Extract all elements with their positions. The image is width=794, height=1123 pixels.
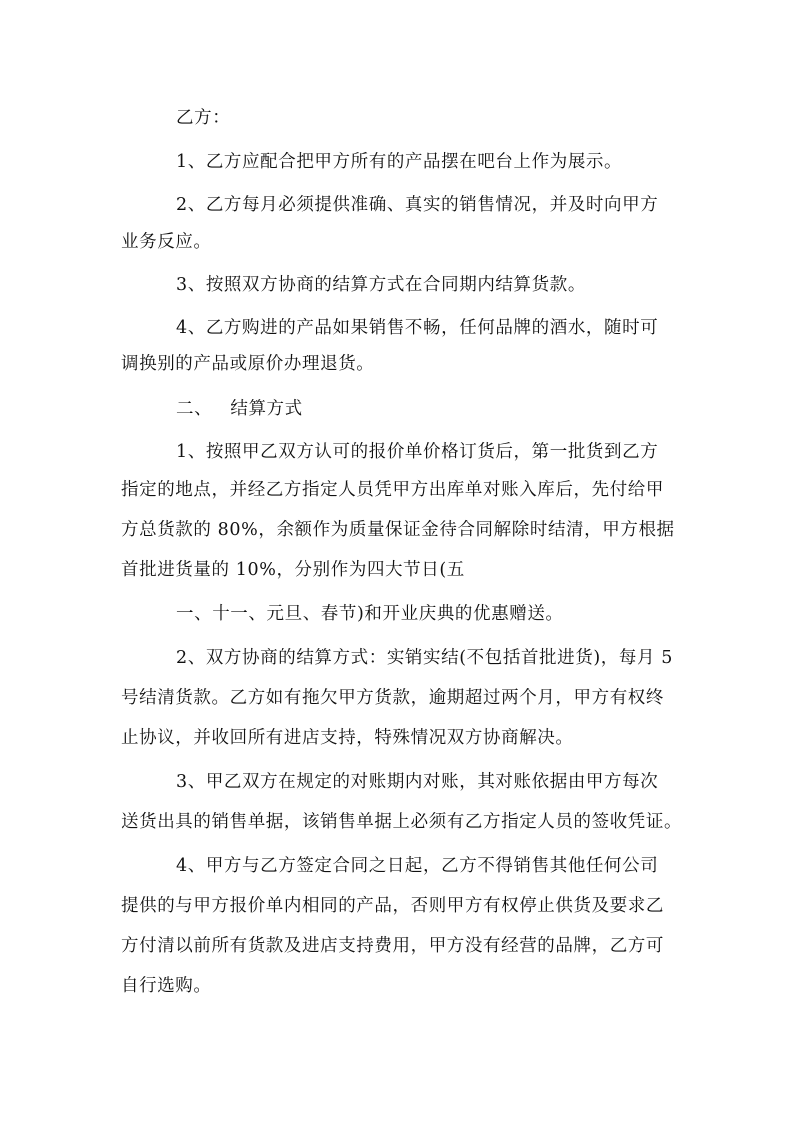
settlement-line-7: 号结清货款。乙方如有拖欠甲方货款，逾期超过两个月，甲方有权终: [121, 688, 664, 708]
settlement-line-11: 4、甲方与乙方签定合同之日起，乙方不得销售其他任何公司: [176, 856, 659, 876]
settlement-line-12: 提供的与甲方报价单内相同的产品，否则甲方有权停止供货及要求乙: [121, 896, 664, 916]
settlement-line-3: 方总货款的 80%，余额作为质量保证金待合同解除时结清，甲方根据: [121, 520, 675, 540]
settlement-line-13: 方付清以前所有货款及进店支持费用，甲方没有经营的品牌，乙方可: [121, 936, 664, 956]
settlement-line-5: 一、十一、元旦、春节)和开业庆典的优惠赠送。: [176, 604, 564, 624]
settlement-line-1: 1、按照甲乙双方认可的报价单价格订货后，第一批货到乙方: [176, 442, 659, 462]
section-two-heading: 二、 结算方式: [176, 399, 303, 419]
settlement-line-2: 指定的地点，并经乙方指定人员凭甲方出库单对账入库后，先付给甲: [121, 480, 664, 500]
party-b-item-2-cont: 业务反应。: [121, 232, 212, 252]
party-b-heading: 乙方：: [176, 108, 231, 128]
settlement-line-9: 3、甲乙双方在规定的对账期内对账，其对账依据由甲方每次: [176, 772, 659, 792]
party-b-item-4: 4、乙方购进的产品如果销售不畅，任何品牌的酒水，随时可: [176, 318, 659, 338]
party-b-item-2: 2、乙方每月必须提供准确、真实的销售情况，并及时向甲方: [176, 195, 659, 215]
settlement-line-4: 首批进货量的 10%，分别作为四大节日(五: [121, 560, 465, 580]
party-b-item-4-cont: 调换别的产品或原价办理退货。: [121, 354, 375, 374]
settlement-line-10: 送货出具的销售单据，该销售单据上必须有乙方指定人员的签收凭证。: [121, 812, 683, 832]
settlement-line-14: 自行选购。: [121, 976, 212, 996]
party-b-item-3: 3、按照双方协商的结算方式在合同期内结算货款。: [176, 275, 586, 295]
settlement-line-6: 2、双方协商的结算方式：实销实结(不包括首批进货)，每月 5: [176, 648, 673, 668]
party-b-item-1: 1、乙方应配合把甲方所有的产品摆在吧台上作为展示。: [176, 152, 623, 172]
settlement-line-8: 止协议，并收回所有进店支持，特殊情况双方协商解决。: [121, 728, 574, 748]
